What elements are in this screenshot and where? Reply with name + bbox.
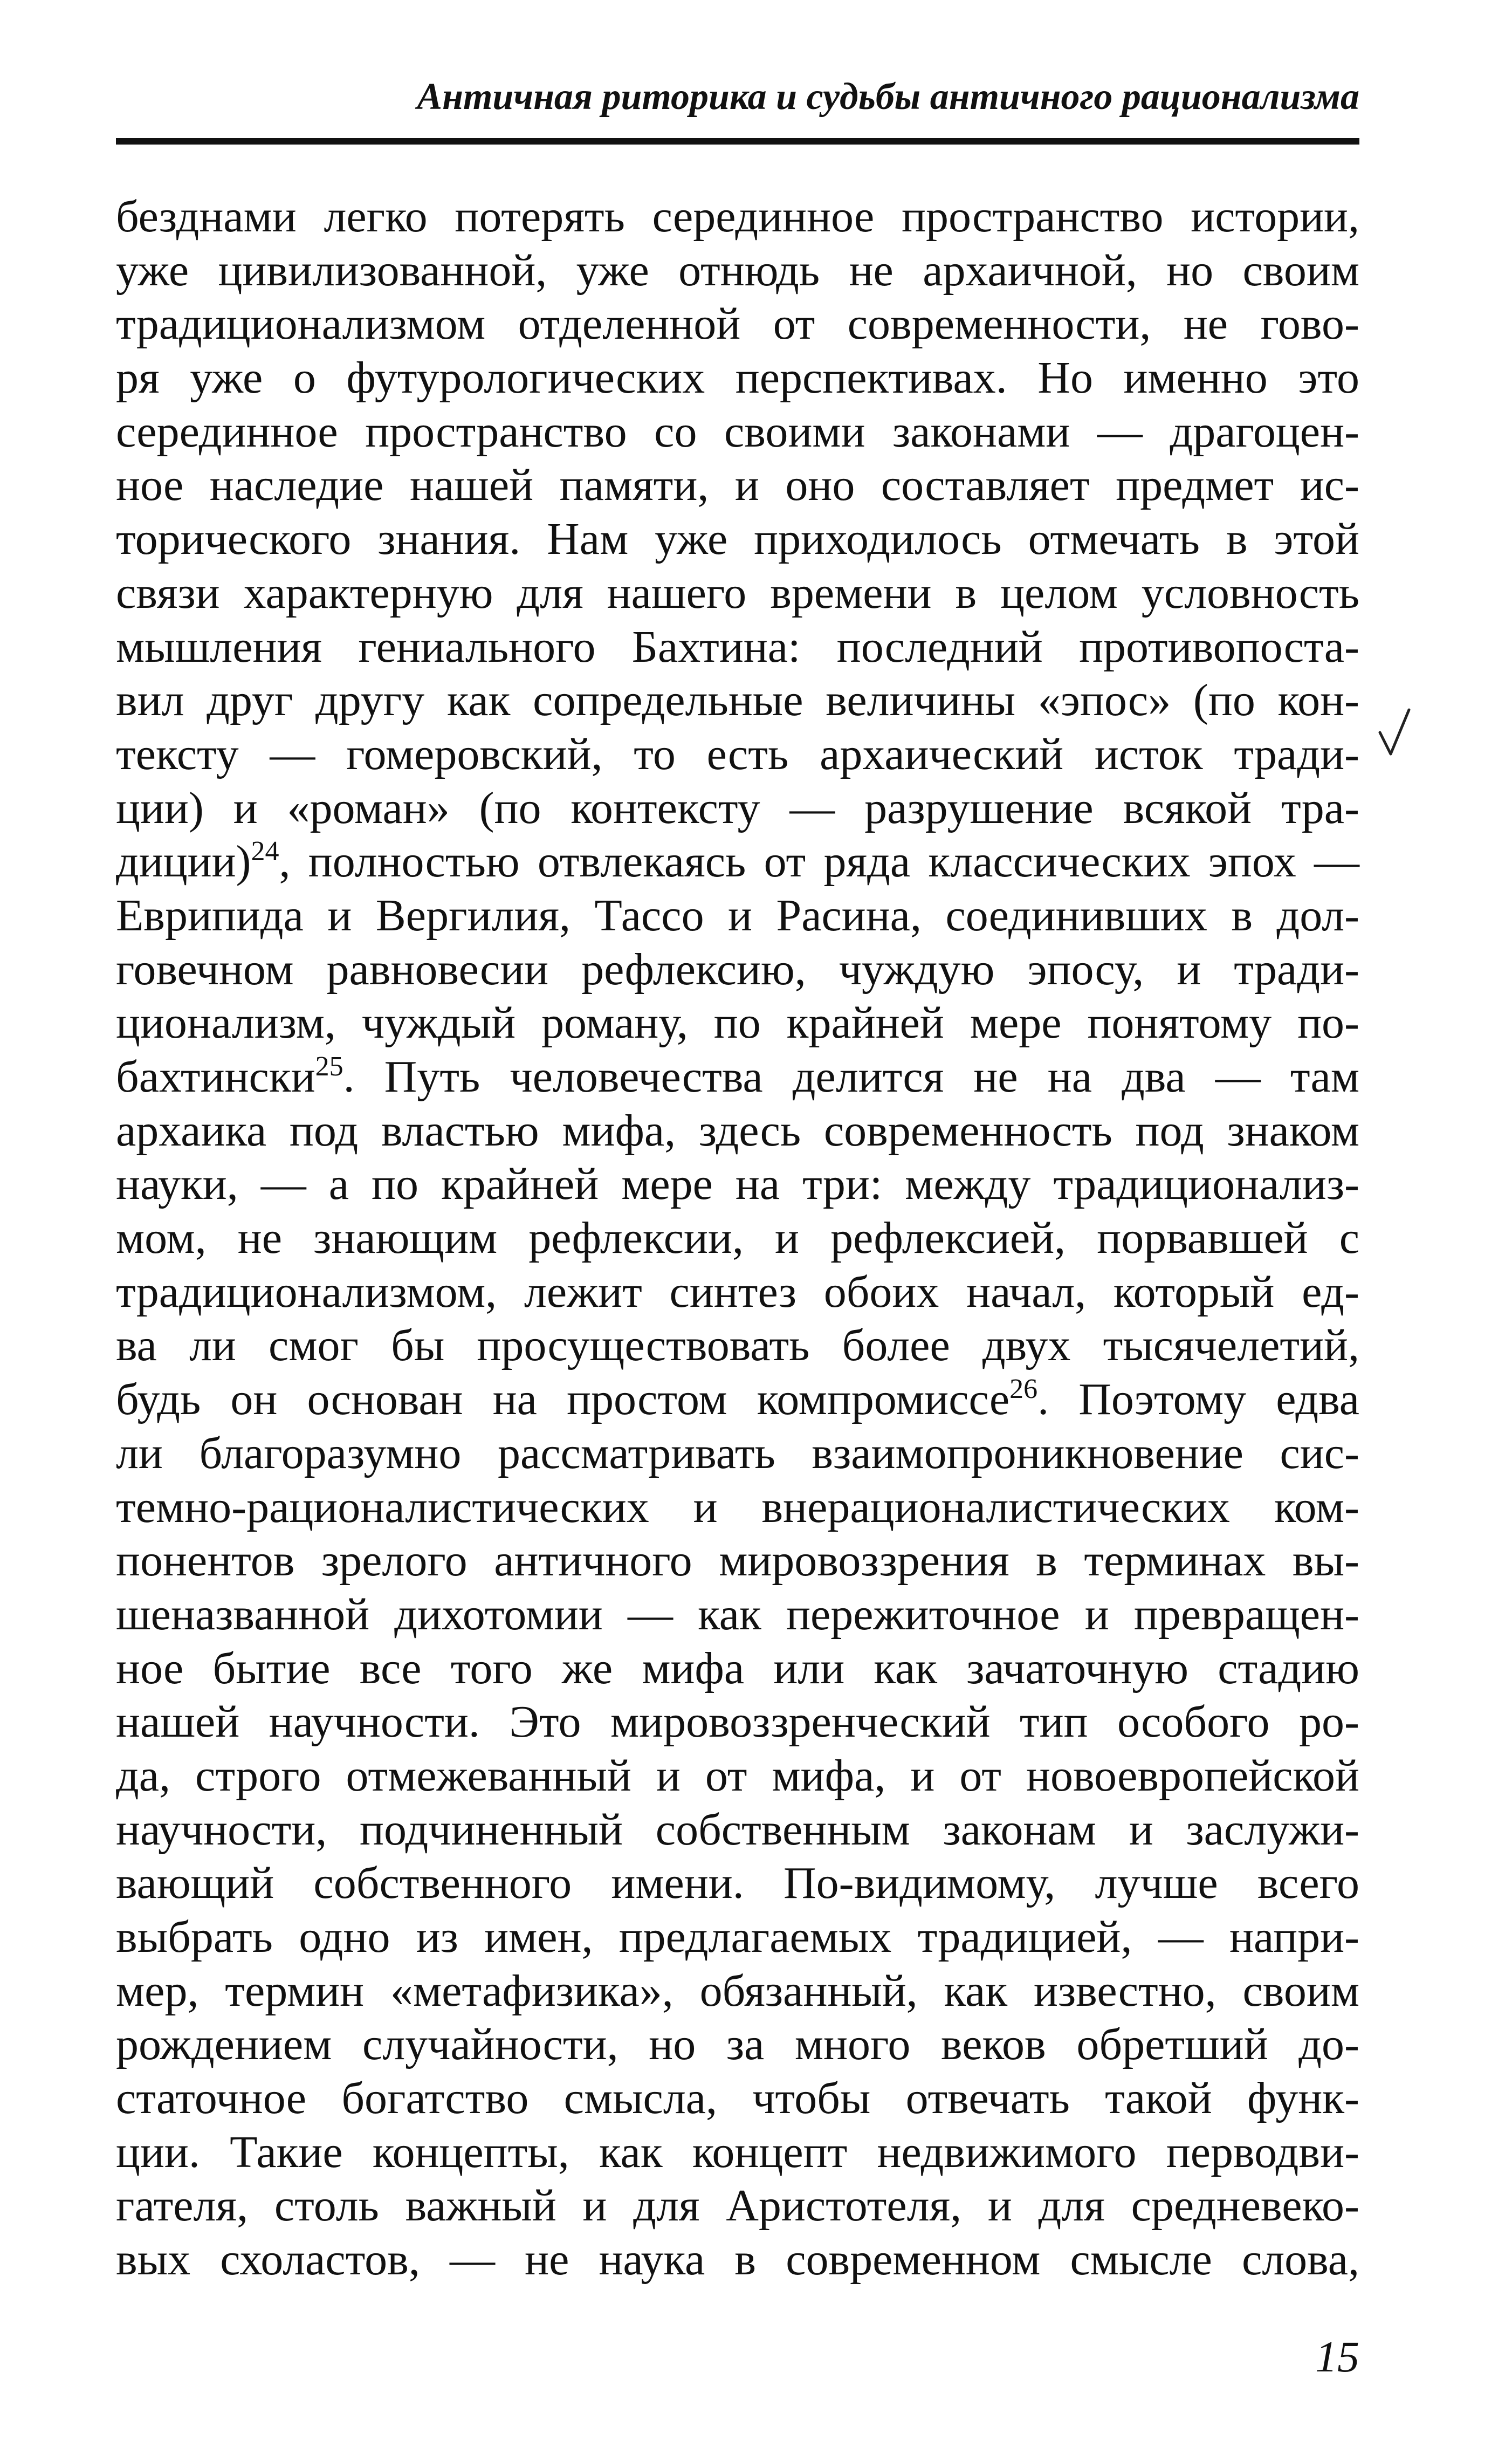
- text-line: [116, 1480, 1359, 1534]
- line-text: ции. Такие концепты, как концепт недвижимого перводви-: [116, 2127, 1359, 2177]
- line-text: безднами легко потерять серединное пространство истории,: [116, 191, 1359, 242]
- line-text: гателя, столь важный и для Аристотеля, и для средневеко-: [116, 2181, 1359, 2231]
- line-text: ря уже о футурологических перспективах. Но именно это: [116, 353, 1359, 403]
- text-line: [116, 728, 1359, 781]
- footnote-marker: 25: [315, 1051, 343, 1082]
- text-line: [116, 1319, 1359, 1373]
- line-text: говечном равновесии рефлексию, чуждую эпосу, и тради-: [116, 944, 1359, 995]
- line-text: выбрать одно из имен, предлагаемых традицией, — напри-: [116, 1912, 1359, 1962]
- line-text: рождением случайности, но за много веков обретший до-: [116, 2019, 1359, 2070]
- text-line: [116, 835, 1359, 889]
- line-text: диции): [116, 836, 251, 887]
- text-line: [116, 1050, 1359, 1104]
- line-text: серединное пространство со своими законами — драгоцен-: [116, 406, 1359, 457]
- text-line: [116, 1265, 1359, 1319]
- text-line: [116, 1211, 1359, 1265]
- header-rule: [116, 138, 1359, 145]
- checkmark-icon: [1376, 705, 1413, 759]
- line-text: научности, подчиненный собственным законам и заслужи-: [116, 1804, 1359, 1855]
- line-text: вающий собственного имени. По-видимому, лучше всего: [116, 1858, 1359, 1909]
- footnote-marker: 24: [251, 836, 279, 867]
- line-text-continued: , полностью отвлекаясь от ряда классических эпох —: [279, 836, 1359, 887]
- text-line: [116, 458, 1359, 512]
- line-text: Еврипида и Вергилия, Тассо и Расина, соединивших в дол-: [116, 890, 1359, 941]
- text-line: [116, 2233, 1359, 2287]
- line-text: ли благоразумно рассматривать взаимопроникновение сис-: [116, 1428, 1359, 1478]
- line-text: вил друг другу как сопредельные величины «эпос» (по кон-: [116, 675, 1359, 726]
- line-text: архаика под властью мифа, здесь современность под знаком: [116, 1105, 1359, 1156]
- text-line: [116, 190, 1359, 244]
- text-line: [116, 1104, 1359, 1158]
- text-line: [116, 1695, 1359, 1749]
- text-line: [116, 674, 1359, 728]
- line-text: уже цивилизованной, уже отнюдь не архаичной, но своим: [116, 245, 1359, 296]
- text-line: [116, 1427, 1359, 1480]
- footnote-marker: 26: [1009, 1374, 1038, 1405]
- line-text: связи характерную для нашего времени в целом условность: [116, 567, 1359, 618]
- text-line: [116, 1373, 1359, 1427]
- line-text: ва ли смог бы просуществовать более двух тысячелетий,: [116, 1320, 1359, 1371]
- line-text: традиционализмом отделенной от современности, не гово-: [116, 299, 1359, 349]
- text-line: [116, 566, 1359, 620]
- text-line: [116, 620, 1359, 674]
- text-line: [116, 1803, 1359, 1857]
- text-line: [116, 405, 1359, 459]
- line-text: ции) и «роман» (по контексту — разрушение всякой тра-: [116, 783, 1359, 833]
- text-line: [116, 1534, 1359, 1588]
- line-text: ное бытие все того же мифа или как зачаточную стадию: [116, 1643, 1359, 1693]
- text-line: [116, 1964, 1359, 2018]
- text-line: [116, 1157, 1359, 1211]
- text-line: [116, 889, 1359, 943]
- text-line: [116, 2018, 1359, 2072]
- line-text: мер, термин «метафизика», обязанный, как известно, своим: [116, 1965, 1359, 2016]
- text-line: [116, 943, 1359, 997]
- text-line: [116, 512, 1359, 566]
- line-text: тексту — гомеровский, то есть архаический исток тради-: [116, 729, 1359, 779]
- running-head: Античная риторика и судьбы античного рационализма: [417, 76, 1359, 118]
- line-text: шеназванной дихотомии — как пережиточное и превращен-: [116, 1589, 1359, 1640]
- text-line: [116, 1856, 1359, 1910]
- line-text-continued: . Поэтому едва: [1037, 1374, 1360, 1425]
- text-line: [116, 351, 1359, 405]
- line-text: бахтински: [116, 1052, 315, 1102]
- line-text: мом, не знающим рефлексии, и рефлексией, порвавшей с: [116, 1213, 1359, 1264]
- text-line: [116, 996, 1359, 1050]
- line-text: статочное богатство смысла, чтобы отвечать такой функ-: [116, 2073, 1359, 2124]
- body-text: [116, 190, 1359, 2287]
- line-text: будь он основан на простом компромиссе: [116, 1374, 1010, 1425]
- line-text-continued: . Путь человечества делится не на два — там: [343, 1052, 1359, 1102]
- text-line: [116, 1910, 1359, 1964]
- line-text: да, строго отмежеванный и от мифа, и от новоевропейской: [116, 1750, 1359, 1801]
- line-text: нашей научности. Это мировоззренческий тип особого ро-: [116, 1697, 1359, 1747]
- line-text: понентов зрелого античного мировоззрения в терминах вы-: [116, 1535, 1359, 1586]
- line-text: вых схоластов, — не наука в современном смысле слова,: [116, 2234, 1359, 2285]
- line-text: темно-рационалистических и внерационалистических ком-: [116, 1482, 1359, 1532]
- line-text: науки, — а по крайней мере на три: между традиционализ-: [116, 1159, 1359, 1210]
- line-text: традиционализмом, лежит синтез обоих начал, который ед-: [116, 1266, 1359, 1317]
- text-line: [116, 1642, 1359, 1696]
- text-line: [116, 781, 1359, 835]
- line-text: ное наследие нашей памяти, и оно составляет предмет ис-: [116, 460, 1359, 511]
- line-text: торического знания. Нам уже приходилось отмечать в этой: [116, 514, 1359, 565]
- text-line: [116, 1749, 1359, 1803]
- text-line: [116, 1588, 1359, 1642]
- page-number: 15: [1315, 2332, 1359, 2381]
- text-line: [116, 297, 1359, 351]
- text-line: [116, 2072, 1359, 2125]
- text-line: [116, 2125, 1359, 2179]
- text-line: [116, 2179, 1359, 2233]
- line-text: ционализм, чуждый роману, по крайней мере понятому по-: [116, 998, 1359, 1048]
- text-line: [116, 244, 1359, 298]
- line-text: мышления гениального Бахтина: последний противопоста-: [116, 621, 1359, 672]
